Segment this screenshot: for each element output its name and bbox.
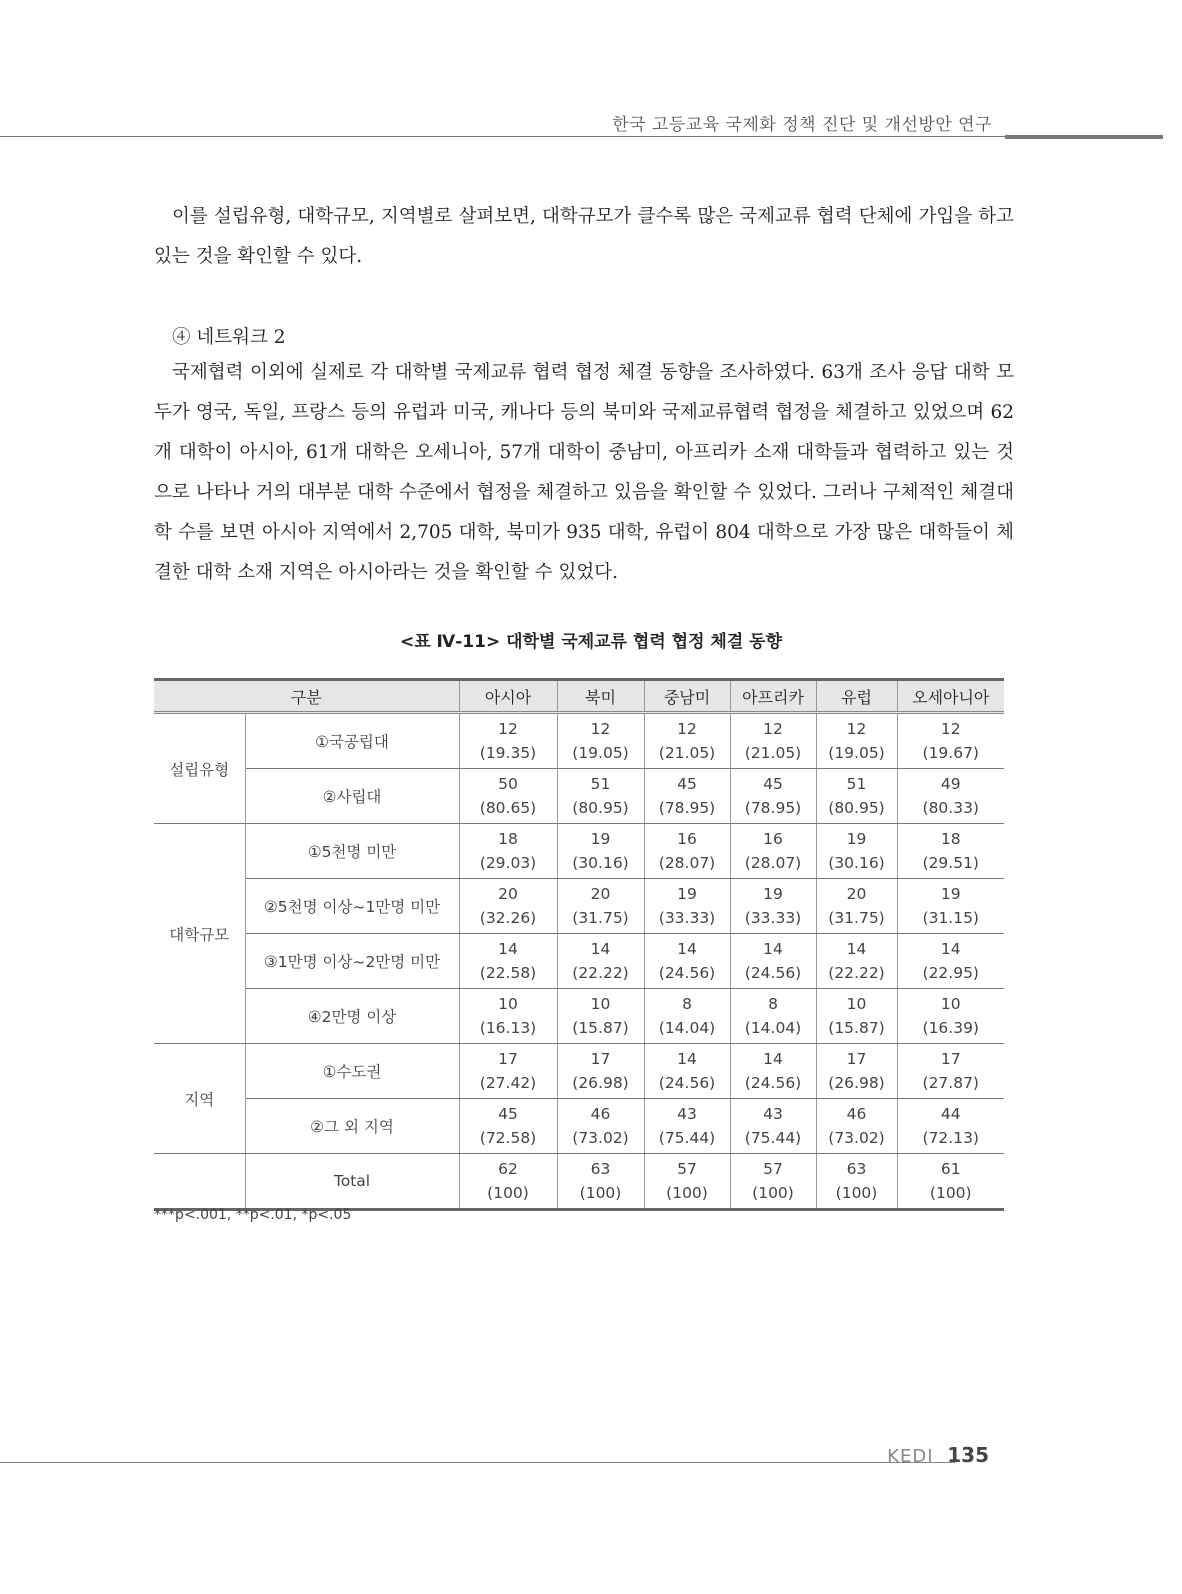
- cell-percent: (30.16): [572, 854, 629, 872]
- cell-percent: (100): [666, 1184, 708, 1202]
- cell-count: 17: [590, 1050, 611, 1068]
- agreement-table: [154, 678, 1004, 1211]
- table-cell: [816, 1154, 897, 1210]
- table-cell: [459, 989, 557, 1044]
- cell-count: 14: [498, 940, 518, 958]
- row-label: ①5천명 미만: [245, 824, 459, 879]
- cell-percent: (19.05): [828, 744, 885, 762]
- cell-percent: (19.35): [479, 744, 537, 762]
- row-group-label: 대학규모: [154, 824, 245, 1044]
- table-cell: [816, 769, 897, 824]
- table-cell: [897, 879, 1004, 934]
- table-cell: [557, 824, 644, 879]
- table-cell: [459, 824, 557, 879]
- cell-count: 50: [498, 775, 518, 793]
- cell-percent: (80.95): [828, 799, 885, 817]
- table-cell: [459, 879, 557, 934]
- table-cell: [459, 713, 557, 769]
- table-cell: [897, 1154, 1004, 1210]
- cell-count: 43: [763, 1105, 783, 1123]
- table-cell: [459, 1154, 557, 1210]
- cell-percent: (100): [835, 1184, 878, 1202]
- cell-count: 45: [763, 775, 783, 793]
- table-cell: [816, 1044, 897, 1099]
- cell-count: 14: [940, 940, 961, 958]
- header-latin-america: 중남미: [644, 680, 730, 713]
- table-cell: [730, 989, 816, 1044]
- cell-count: 44: [940, 1105, 961, 1123]
- cell-percent: (21.05): [658, 744, 716, 762]
- cell-count: 17: [846, 1050, 867, 1068]
- cell-percent: (15.87): [572, 1019, 629, 1037]
- table-cell: [897, 713, 1004, 769]
- cell-percent: (29.03): [479, 854, 537, 872]
- cell-count: 51: [846, 775, 867, 793]
- header-north-america: 북미: [557, 680, 644, 713]
- cell-percent: (22.22): [828, 964, 885, 982]
- cell-count: 46: [590, 1105, 611, 1123]
- cell-percent: (26.98): [572, 1074, 629, 1092]
- table-cell: [816, 879, 897, 934]
- cell-percent: (73.02): [828, 1129, 885, 1147]
- cell-count: 12: [846, 720, 867, 738]
- table-cell: [816, 1099, 897, 1154]
- cell-percent: (80.65): [479, 799, 537, 817]
- table-cell: [897, 989, 1004, 1044]
- publisher-label: KEDI: [887, 1446, 934, 1467]
- table-cell: [730, 1154, 816, 1210]
- cell-count: 19: [940, 885, 961, 903]
- table-cell: [897, 1044, 1004, 1099]
- cell-count: 18: [940, 830, 961, 848]
- cell-count: 12: [590, 720, 611, 738]
- table-cell: [730, 824, 816, 879]
- table-row: [154, 1044, 1004, 1099]
- cell-percent: (22.22): [572, 964, 629, 982]
- cell-count: 14: [590, 940, 611, 958]
- table-row: [154, 769, 1004, 824]
- cell-count: 14: [677, 1050, 697, 1068]
- cell-count: 63: [590, 1160, 611, 1178]
- cell-percent: (14.04): [658, 1019, 716, 1037]
- cell-count: 16: [763, 830, 783, 848]
- table-row: [154, 1099, 1004, 1154]
- cell-count: 43: [677, 1105, 697, 1123]
- cell-count: 14: [677, 940, 697, 958]
- table-title: <표 Ⅳ-11> 대학별 국제교류 협력 협정 체결 동향: [399, 632, 783, 652]
- cell-count: 49: [940, 775, 961, 793]
- cell-count: 20: [590, 885, 611, 903]
- cell-count: 63: [846, 1160, 867, 1178]
- page-number: 135: [947, 1443, 989, 1467]
- running-header: 한국 고등교육 국제화 정책 진단 및 개선방안 연구: [612, 115, 992, 135]
- cell-percent: (31.75): [572, 909, 629, 927]
- cell-percent: (26.98): [828, 1074, 885, 1092]
- cell-percent: (22.58): [479, 964, 537, 982]
- cell-percent: (33.33): [744, 909, 802, 927]
- table-row: [154, 879, 1004, 934]
- table-cell: [644, 1044, 730, 1099]
- table-cell: [557, 713, 644, 769]
- cell-percent: (27.42): [479, 1074, 537, 1092]
- cell-percent: (30.16): [828, 854, 885, 872]
- cell-percent: (72.58): [479, 1129, 537, 1147]
- cell-count: 51: [590, 775, 611, 793]
- cell-count: 46: [846, 1105, 867, 1123]
- cell-count: 18: [498, 830, 518, 848]
- cell-count: 8: [768, 995, 778, 1013]
- row-group-label: 지역: [154, 1044, 245, 1154]
- row-label: ①수도권: [245, 1044, 459, 1099]
- row-label: Total: [245, 1154, 459, 1210]
- cell-percent: (78.95): [658, 799, 716, 817]
- cell-percent: (32.26): [479, 909, 537, 927]
- table-row: [154, 824, 1004, 879]
- table-cell: [557, 769, 644, 824]
- cell-count: 12: [677, 720, 697, 738]
- table-cell: [644, 713, 730, 769]
- cell-count: 10: [846, 995, 867, 1013]
- row-label: ①국공립대: [245, 713, 459, 769]
- table-cell: [730, 1099, 816, 1154]
- table-cell: [730, 713, 816, 769]
- table-cell: [459, 934, 557, 989]
- table-cell: [897, 769, 1004, 824]
- table-cell: [557, 1154, 644, 1210]
- cell-percent: (27.87): [922, 1074, 979, 1092]
- cell-percent: (78.95): [744, 799, 802, 817]
- cell-percent: (16.13): [479, 1019, 537, 1037]
- row-label: ②5천명 이상~1만명 미만: [245, 879, 459, 934]
- table-header-row: [154, 680, 1004, 713]
- cell-percent: (80.33): [922, 799, 979, 817]
- table-cell: [897, 824, 1004, 879]
- table-cell: [644, 769, 730, 824]
- cell-count: 19: [677, 885, 697, 903]
- cell-percent: (24.56): [744, 964, 802, 982]
- cell-count: 10: [940, 995, 961, 1013]
- cell-percent: (24.56): [658, 964, 716, 982]
- cell-count: 14: [846, 940, 867, 958]
- header-category: 구분: [154, 680, 459, 713]
- table-cell: [644, 879, 730, 934]
- cell-percent: (21.05): [744, 744, 802, 762]
- paragraph-2: 국제협력 이외에 실제로 각 대학별 국제교류 협력 협정 체결 동향을 조사하였다. 63개 조사 응답 대학 모두가 영국, 독일, 프랑스 등의 유럽과 미국, 캐나다 등의 북미와 국제교류협력 협정을 체결하고 있었으며 62개 대학이 아시아, 61개 대학은 오세니아, 57개 대학이 중남미, 아프리카 소재 대학들과 협력하고 있는 것으로 나타나 거의 대부분 대학 수준에서 협정을 체결하고 있음을 확인할 수 있었다. 그러나 구체적인 체결대학 수를 보면 아시아 지역에서 2,705 대학, 북미가 935 대학, 유럽이 804 대학으로 가장 많은 대학들이 체결한 대학 소재 지역은 아시아라는 것을 확인할 수 있었다.: [154, 362, 1014, 583]
- cell-count: 16: [677, 830, 697, 848]
- cell-count: 17: [498, 1050, 518, 1068]
- table-cell: [730, 1044, 816, 1099]
- table-cell: [816, 713, 897, 769]
- table-cell: [644, 1154, 730, 1210]
- row-label: ②사립대: [245, 769, 459, 824]
- cell-count: 19: [590, 830, 611, 848]
- table-cell: [557, 1099, 644, 1154]
- cell-percent: (14.04): [744, 1019, 802, 1037]
- paragraph-1: 이를 설립유형, 대학규모, 지역별로 살펴보면, 대학규모가 클수록 많은 국제교류 협력 단체에 가입을 하고 있는 것을 확인할 수 있다.: [154, 206, 1014, 267]
- cell-count: 17: [940, 1050, 961, 1068]
- cell-percent: (28.07): [658, 854, 716, 872]
- header-africa: 아프리카: [730, 680, 816, 713]
- header-rule: [0, 136, 1005, 137]
- cell-percent: (31.15): [922, 909, 979, 927]
- row-label: ④2만명 이상: [245, 989, 459, 1044]
- cell-count: 10: [498, 995, 518, 1013]
- cell-count: 14: [763, 1050, 783, 1068]
- cell-percent: (24.56): [744, 1074, 802, 1092]
- cell-count: 14: [763, 940, 783, 958]
- table-cell: [816, 824, 897, 879]
- cell-count: 12: [763, 720, 783, 738]
- table-row: [154, 989, 1004, 1044]
- table-cell: [730, 879, 816, 934]
- table-cell: [816, 934, 897, 989]
- cell-percent: (24.56): [658, 1074, 716, 1092]
- cell-percent: (72.13): [922, 1129, 979, 1147]
- cell-percent: (31.75): [828, 909, 885, 927]
- table-cell: [816, 989, 897, 1044]
- table-cell: [644, 989, 730, 1044]
- page-footer: [887, 1443, 989, 1467]
- section-heading: ④ 네트워크 2: [172, 327, 286, 348]
- cell-percent: (73.02): [572, 1129, 629, 1147]
- cell-count: 12: [498, 720, 518, 738]
- header-rule-accent: [1005, 135, 1163, 139]
- cell-percent: (19.05): [572, 744, 629, 762]
- table-footnote: ***p<.001, **p<.01, *p<.05: [154, 1207, 352, 1223]
- row-label: ③1만명 이상~2만명 미만: [245, 934, 459, 989]
- table-cell: [557, 879, 644, 934]
- row-group-label: 설립유형: [154, 713, 245, 824]
- cell-percent: (100): [579, 1184, 622, 1202]
- cell-percent: (19.67): [922, 744, 979, 762]
- cell-count: 57: [763, 1160, 783, 1178]
- cell-count: 45: [498, 1105, 518, 1123]
- cell-percent: (80.95): [572, 799, 629, 817]
- table-cell: [557, 1044, 644, 1099]
- cell-count: 10: [590, 995, 611, 1013]
- cell-count: 45: [677, 775, 697, 793]
- table-cell: [557, 989, 644, 1044]
- cell-count: 19: [763, 885, 783, 903]
- table-row: [154, 713, 1004, 769]
- cell-percent: (75.44): [658, 1129, 716, 1147]
- cell-percent: (100): [487, 1184, 529, 1202]
- table-cell: [459, 769, 557, 824]
- table-row: [154, 934, 1004, 989]
- table-cell: [459, 1099, 557, 1154]
- cell-count: 61: [940, 1160, 961, 1178]
- table-cell: [730, 769, 816, 824]
- footer-rule: [0, 1462, 955, 1463]
- table-row: [154, 1154, 1004, 1210]
- cell-percent: (29.51): [922, 854, 979, 872]
- table-cell: [644, 1099, 730, 1154]
- row-group-label: [154, 1154, 245, 1210]
- cell-count: 8: [682, 995, 692, 1013]
- table-cell: [897, 934, 1004, 989]
- cell-percent: (16.39): [922, 1019, 979, 1037]
- cell-count: 12: [940, 720, 961, 738]
- header-europe: 유럽: [816, 680, 897, 713]
- cell-percent: (100): [752, 1184, 794, 1202]
- table-cell: [644, 934, 730, 989]
- cell-count: 57: [677, 1160, 697, 1178]
- cell-percent: (15.87): [828, 1019, 885, 1037]
- cell-count: 20: [498, 885, 518, 903]
- row-label: ②그 외 지역: [245, 1099, 459, 1154]
- table-cell: [897, 1099, 1004, 1154]
- header-asia: 아시아: [459, 680, 557, 713]
- cell-count: 20: [846, 885, 867, 903]
- table-cell: [557, 934, 644, 989]
- table-cell: [459, 1044, 557, 1099]
- table-cell: [644, 824, 730, 879]
- header-oceania: 오세아니아: [897, 680, 1004, 713]
- table-cell: [730, 934, 816, 989]
- cell-percent: (22.95): [922, 964, 979, 982]
- cell-count: 62: [498, 1160, 518, 1178]
- cell-percent: (75.44): [744, 1129, 802, 1147]
- cell-count: 19: [846, 830, 867, 848]
- cell-percent: (33.33): [658, 909, 716, 927]
- cell-percent: (28.07): [744, 854, 802, 872]
- cell-percent: (100): [929, 1184, 972, 1202]
